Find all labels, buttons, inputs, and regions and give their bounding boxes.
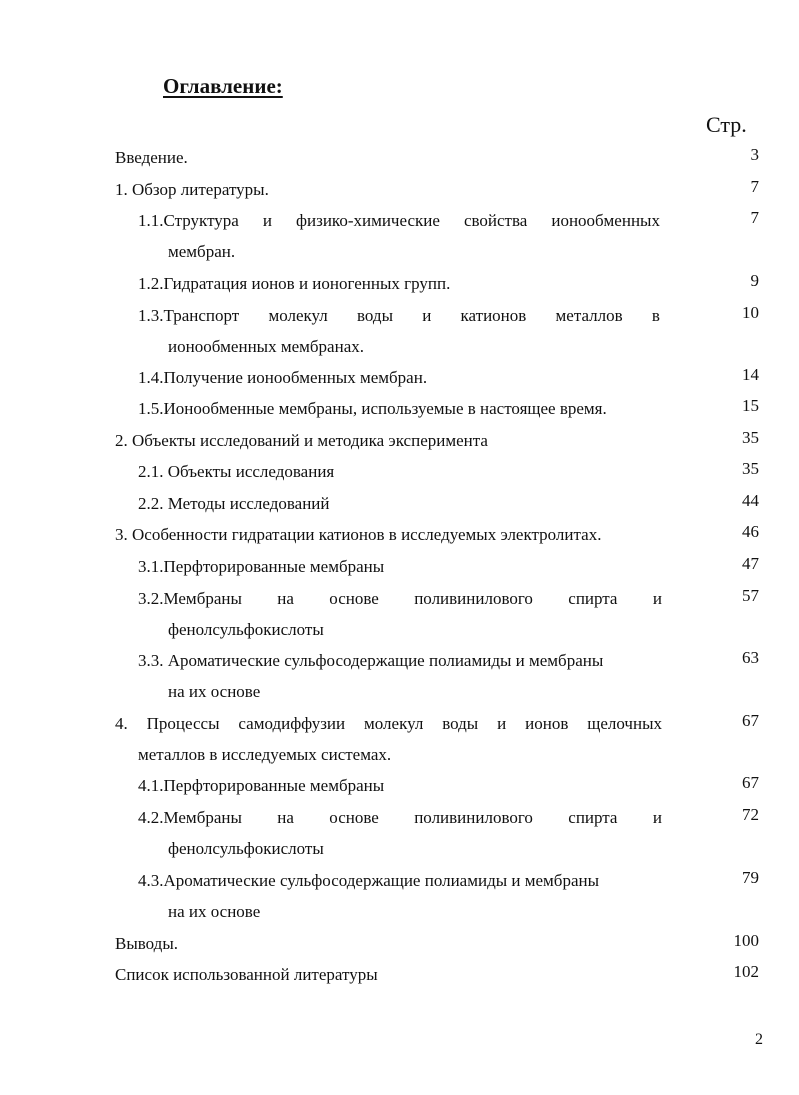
toc-word: и xyxy=(652,808,662,827)
toc-page-number: 14 xyxy=(742,365,759,384)
toc-page-number: 35 xyxy=(742,428,759,447)
page-title: Оглавление: xyxy=(163,74,283,98)
toc-entry-title xyxy=(138,205,660,236)
toc-page-number: 9 xyxy=(750,271,759,290)
toc-entry-title xyxy=(138,770,384,801)
toc-entry-title xyxy=(115,519,601,550)
toc-text: Список использованной литературы xyxy=(115,965,378,984)
toc-text: Выводы. xyxy=(115,934,179,953)
toc-word: спирта xyxy=(568,808,618,827)
toc-text: Введение. xyxy=(115,148,188,167)
toc-word: молекул xyxy=(364,714,424,733)
toc-entry-title xyxy=(138,456,334,487)
toc-word: поливинилового xyxy=(414,589,533,608)
toc-word: основе xyxy=(329,808,379,827)
toc-text: 2.2. Методы исследований xyxy=(138,494,330,513)
toc-entry-title xyxy=(115,708,662,739)
toc-entry-title xyxy=(115,928,178,959)
toc-entry-continuation: ионообменных мембранах. xyxy=(168,337,364,356)
toc-word: спирта xyxy=(568,589,618,608)
toc-text: 1.5.Ионообменные мембраны, используемые в настоящее время. xyxy=(138,399,607,418)
toc-page-number: 63 xyxy=(742,648,759,667)
toc-entry-continuation: фенолсульфокислоты xyxy=(168,839,324,858)
toc-word: основе xyxy=(329,589,379,608)
toc-entry-title xyxy=(115,174,269,205)
toc-page-number: 47 xyxy=(742,554,759,573)
toc-word: самодиффузии xyxy=(238,714,346,733)
toc-word: воды xyxy=(442,714,479,733)
toc-word: физико-химические xyxy=(296,211,440,230)
toc-entry-continuation: мембран. xyxy=(168,242,236,261)
toc-word: ионов xyxy=(525,714,569,733)
toc-word: 1.1.Структура xyxy=(138,211,239,230)
toc-entry-title xyxy=(138,802,662,833)
toc-text: 3.3. Ароматические сульфосодержащие полиамиды и мембраны xyxy=(138,651,604,670)
toc-text: 2. Объекты исследований и методика эксперимента xyxy=(115,431,488,450)
toc-word: 1.3.Транспорт xyxy=(138,306,240,325)
toc-page-number: 3 xyxy=(750,145,759,164)
page-number: 2 xyxy=(755,1031,763,1048)
toc-page-number: 100 xyxy=(733,931,759,950)
toc-entry-continuation: на их основе xyxy=(168,902,261,921)
toc-word: Процессы xyxy=(146,714,220,733)
toc-word: в xyxy=(651,306,660,325)
toc-page-number: 79 xyxy=(742,868,759,887)
toc-word: молекул xyxy=(268,306,328,325)
toc-text: 1.2.Гидратация ионов и ионогенных групп. xyxy=(138,274,451,293)
toc-page-number: 102 xyxy=(733,962,759,981)
toc-word: и xyxy=(262,211,272,230)
toc-text: 3.1.Перфторированные мембраны xyxy=(138,557,385,576)
toc-word: свойства xyxy=(463,211,528,230)
toc-page-number: 15 xyxy=(742,396,759,415)
toc-word: 4. xyxy=(115,714,128,733)
toc-word: на xyxy=(277,589,294,608)
toc-page-number: 7 xyxy=(750,177,759,196)
toc-entry-title xyxy=(115,142,188,173)
toc-entry-title xyxy=(138,300,660,331)
toc-word: и xyxy=(422,306,432,325)
toc-entry-title xyxy=(138,645,603,676)
toc-text: 3. Особенности гидратации катионов в исследуемых электролитах. xyxy=(115,525,602,544)
toc-word: 3.2.Мембраны xyxy=(138,589,242,608)
toc-entry-title xyxy=(138,393,607,424)
toc-entry-continuation: на их основе xyxy=(168,682,261,701)
toc-page-number: 72 xyxy=(742,805,759,824)
toc-text: 1.4.Получение ионообменных мембран. xyxy=(138,368,428,387)
toc-text: 2.1. Объекты исследования xyxy=(138,462,335,481)
toc-word: и xyxy=(497,714,507,733)
toc-text: 1. Обзор литературы. xyxy=(115,180,269,199)
toc-page-number: 44 xyxy=(742,491,759,510)
toc-entry-continuation: металлов в исследуемых системах. xyxy=(138,745,392,764)
toc-entry-title xyxy=(138,551,384,582)
toc-page-number: 10 xyxy=(742,303,759,322)
toc-entry-title xyxy=(138,583,662,614)
toc-word: и xyxy=(652,589,662,608)
toc-word: 4.2.Мембраны xyxy=(138,808,242,827)
toc-page-number: 7 xyxy=(750,208,759,227)
toc-entry-continuation: фенолсульфокислоты xyxy=(168,620,324,639)
toc-word: воды xyxy=(357,306,393,325)
toc-entry-title xyxy=(138,268,450,299)
toc-word: щелочных xyxy=(587,714,662,733)
toc-word: поливинилового xyxy=(414,808,533,827)
toc-word: ионообменных xyxy=(551,211,660,230)
toc-entry-title xyxy=(115,425,488,456)
toc-text: 4.1.Перфторированные мембраны xyxy=(138,776,385,795)
toc-page-number: 67 xyxy=(742,773,759,792)
toc-page-number: 57 xyxy=(742,586,759,605)
toc-entry-title xyxy=(138,488,330,519)
toc-entry-title xyxy=(115,959,378,990)
toc-word: металлов xyxy=(555,306,623,325)
toc-page-number: 46 xyxy=(742,522,759,541)
toc-page-number: 35 xyxy=(742,459,759,478)
toc-word: катионов xyxy=(460,306,527,325)
toc-word: на xyxy=(277,808,294,827)
toc-entry-title xyxy=(138,865,599,896)
page-column-header: Стр. xyxy=(706,112,747,137)
toc-text: 4.3.Ароматические сульфосодержащие полиамиды и мембраны xyxy=(138,871,600,890)
toc-entry-title xyxy=(138,362,427,393)
toc-page-number: 67 xyxy=(742,711,759,730)
